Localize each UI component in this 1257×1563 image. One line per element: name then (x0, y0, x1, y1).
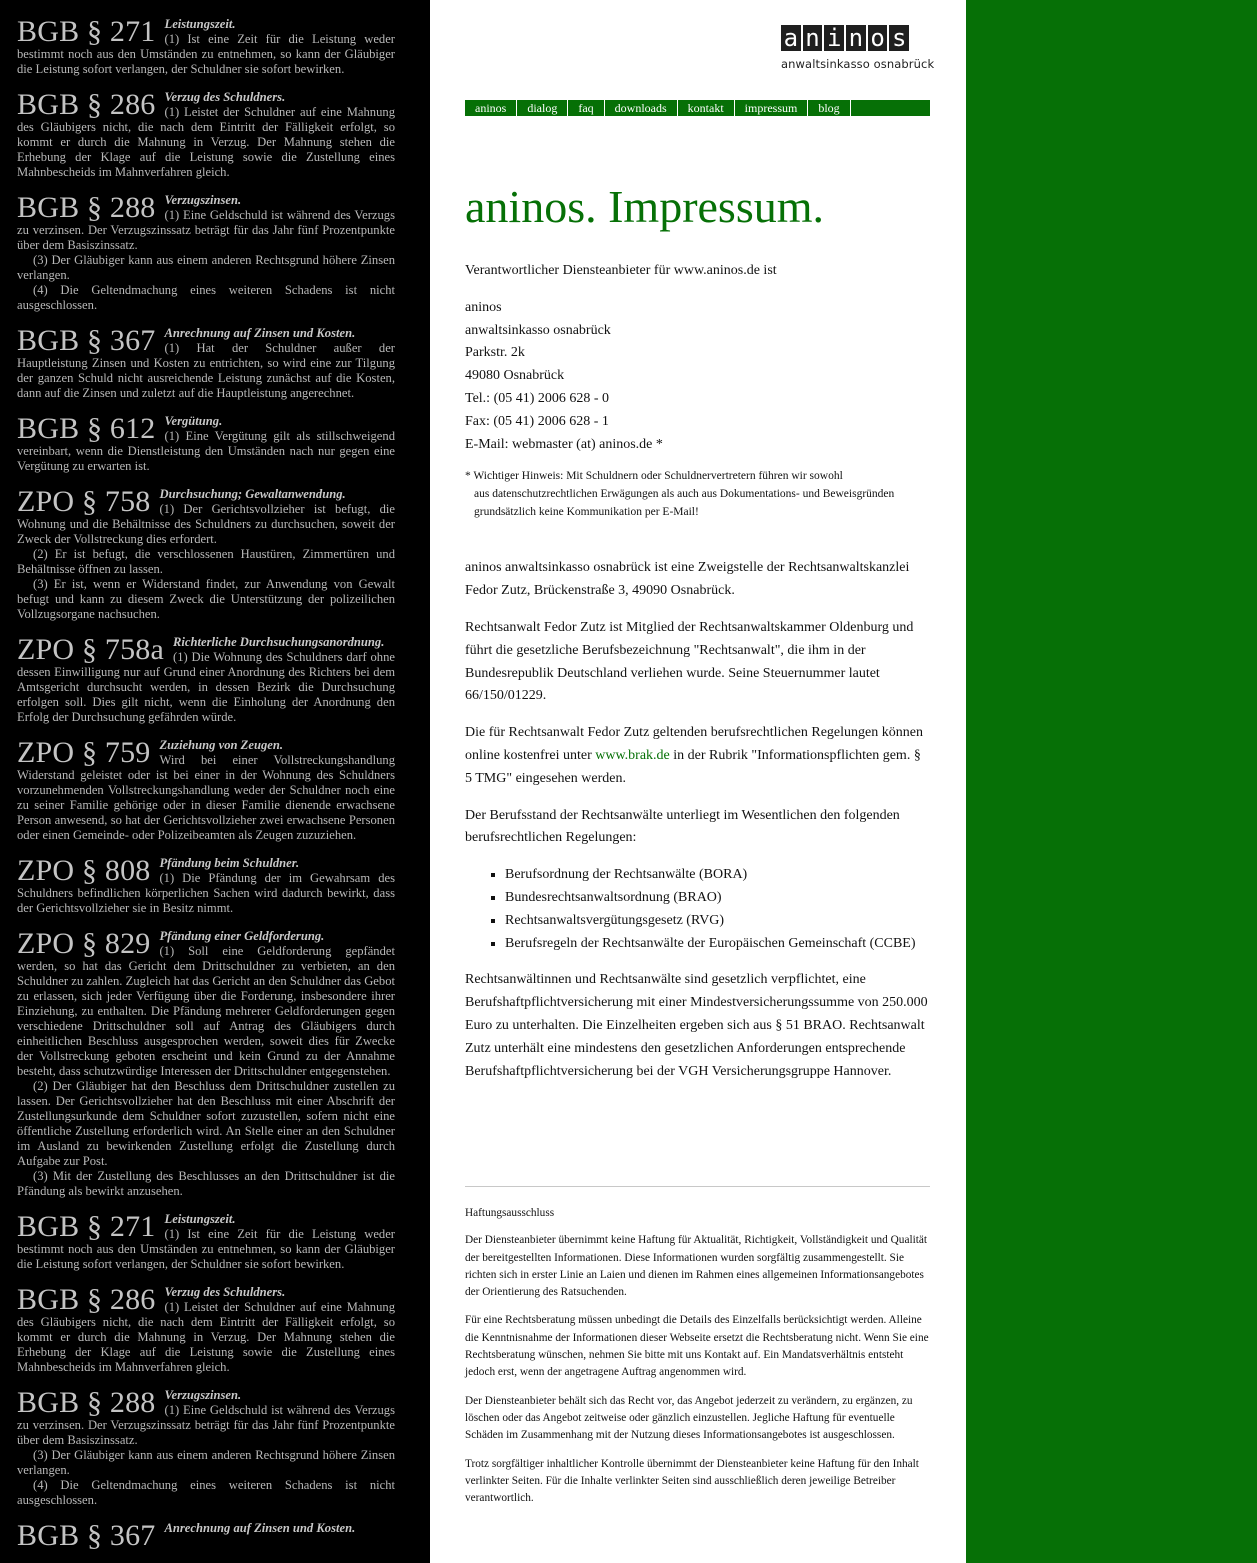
law-title: Durchsuchung; Gewaltanwendung. (159, 487, 346, 501)
law-paragraph: (1) Eine Geldschuld ist während des Verzugs zu verzinsen. Der Verzugszinssatz beträgt für das Jahr fünf Prozentpunkte über dem Basiszinssatz. (17, 208, 395, 252)
law-entry (17, 1388, 395, 1508)
text-fragment: in der Rubrik "Informationspflichten gem. § 5 TMG" eingesehen werden. (465, 747, 921, 786)
regulations-online-paragraph (465, 722, 931, 790)
law-heading: BGB § 286 (17, 88, 156, 121)
regulations-intro-paragraph: Der Berufsstand der Rechtsanwälte unterliegt im Wesentlichen den folgenden berufsrechtlichen Regelungen: (465, 807, 900, 846)
divider (465, 1186, 930, 1187)
list-item: ▪ Rechtsanwaltsvergütungsgesetz (RVG) (505, 910, 931, 933)
fax-line: Fax: (05 41) 2006 628 - 1 (465, 413, 609, 429)
address-line: Parkstr. 2k (465, 345, 525, 361)
email-line: E-Mail: webmaster (at) aninos.de * (465, 436, 663, 452)
logo-letter: o (868, 25, 888, 51)
law-paragraph: (2) Er ist befugt, die verschlossenen Haustüren, Zimmertüren und Behältnisse öffnen zu lassen. (17, 547, 395, 576)
right-band (966, 0, 1257, 1563)
law-paragraph: Wird bei einer Vollstreckungshandlung Widerstand geleistet oder ist bei einer in der Wohnung des Schuldners vorzunehmenden Vollstreckungshandlung weder der Schuldner noch eine zu seiner Familie gehörige oder in dieser Familie dienende erwachsene Person anwesend, so hat der Gerichtsvollzieher zwei erwachsene Personen oder einen Gemeinde- oder Polizeibeamten als Zeugen zuzuziehen. (17, 753, 395, 842)
law-heading: BGB § 271 (17, 1210, 156, 1243)
law-heading: ZPO § 808 (17, 854, 151, 887)
text-fragment: Die für Rechtsanwalt Fedor Zutz geltenden berufsrechtlichen Regelungen können online kostenfrei unter (465, 725, 923, 763)
email-notice-line: grundsätzlich keine Kommunikation per E-Mail! (474, 506, 699, 519)
law-entry (17, 414, 395, 474)
email-notice-line: * Wichtiger Hinweis: Mit Schuldnern oder Schuldnervertretern führen wir sowohl (465, 470, 843, 483)
law-entry (17, 856, 395, 916)
law-entry (17, 90, 395, 180)
law-title: Anrechnung auf Zinsen und Kosten. (164, 1521, 356, 1535)
law-entry (17, 1519, 395, 1552)
law-heading: BGB § 286 (17, 1283, 156, 1316)
law-paragraph: (1) Soll eine Geldforderung gepfändet werden, so hat das Gericht dem Drittschuldner zu verbieten, an den Schuldner zu zahlen. Zugleich hat das Gericht an den Schuldner das Gebot zu erlassen, sich jeder Verfügung über die Forderung, insbesondere ihrer Einziehung, zu enthalten. Die Pfändung mehrerer Geldforderungen gegen verschiedene Drittschuldner soll auf Antrag des Gläubigers durch einheitlichen Beschluss ausgesprochen werden, soweit dies für Zwecke der Vollstreckung geboten erscheint und kein Grund zu der Annahme besteht, dass schutzwürdige Interessen der Drittschuldner entgegenstehen. (17, 944, 395, 1078)
law-title: Verzug des Schuldners. (164, 1285, 286, 1299)
law-title: Vergütung. (164, 414, 223, 428)
law-title: Pfändung einer Geldforderung. (159, 929, 325, 943)
law-paragraph: (4) Die Geltendmachung eines weiteren Schadens ist nicht ausgeschlossen. (17, 283, 395, 312)
law-paragraph: (3) Der Gläubiger kann aus einem anderen Rechtsgrund höhere Zinsen verlangen. (17, 253, 395, 282)
page-title: aninos. Impressum. (465, 181, 825, 232)
disclaimer-paragraph: Der Diensteanbieter behält sich das Recht vor, das Angebot jederzeit zu verändern, zu ergänzen, zu löschen oder das Angebot zeitweise oder gänzlich einzustellen. Jegliche Haftung für eventuelle Schäden im Zusammenhang mit der Nutzung dieses Informationsangebotes ist ausgeschlossen. (465, 1394, 913, 1442)
list-item: ▪ Berufsordnung der Rechtsanwälte (BORA) (505, 864, 931, 887)
disclaimer-paragraph: Der Diensteanbieter übernimmt keine Haftung für Aktualität, Richtigkeit, Vollständigkeit und Qualität der bereitgestellten Informationen. Diese Informationen wurden sorgfältig zusammengestellt. Sie richten sich in erster Linie an Laien und dienen im Rahmen eines allgemeinen Informationsangebotes der Orientierung des Ratsuchenden. (465, 1234, 928, 1299)
law-paragraph: (1) Der Gerichtsvollzieher ist befugt, die Wohnung und die Behältnisse des Schuldners zu durchsuchen, soweit der Zweck der Vollstreckung dies erfordert. (17, 502, 395, 546)
law-title: Verzugszinsen. (164, 193, 242, 207)
disclaimer-paragraph: Für eine Rechtsberatung müssen unbedingt die Details des Einzelfalls berücksichtigt werden. Alleine die Kenntnisnahme der Informationen dieser Webseite ersetzt die Rechtsberatung nicht. Wenn Sie eine Rechtsberatung wünschen, nehmen Sie bitte mit uns Kontakt auf. Ein Mandatsverhältnis entsteht jedoch erst, wenn der angetragene Auftrag angenommen wird. (465, 1314, 929, 1379)
logo-subtitle: anwaltsinkasso osnabrück (781, 57, 935, 71)
phone-line: Tel.: (05 41) 2006 628 - 0 (465, 390, 610, 406)
law-paragraph: (1) Eine Vergütung gilt als stillschweigend vereinbart, wenn die Dienstleistung den Umständen nach nur gegen eine Vergütung zu erwarten ist. (17, 429, 395, 473)
logo[interactable] (781, 24, 935, 71)
law-entry (17, 1285, 395, 1375)
address-line: 49080 Osnabrück (465, 368, 565, 384)
law-title: Verzug des Schuldners. (164, 90, 286, 104)
nav-item-aninos[interactable]: aninos (465, 100, 517, 116)
disclaimer-title: Haftungsausschluss (465, 1207, 555, 1219)
law-paragraph: (3) Er ist, wenn er Widerstand findet, zur Anwendung von Gewalt befugt und kann zu diesem Zweck die Unterstützung der polizeilichen Vollzugsorgane nachsuchen. (17, 577, 395, 621)
email-notice (465, 467, 931, 521)
law-title: Zuziehung von Zeugen. (159, 738, 283, 752)
membership-paragraph: Rechtsanwalt Fedor Zutz ist Mitglied der Rechtsanwaltskammer Oldenburg und führt die gesetzliche Berufsbezeichnung "Rechtsanwalt", die ihm in der Bundesrepublik Deutschland verliehen wurde. Seine Steuernummer lautet 66/150/01229. (465, 619, 914, 704)
law-heading: ZPO § 829 (17, 927, 151, 960)
law-entry (17, 929, 395, 1199)
nav-item-dialog[interactable]: dialog (517, 100, 568, 116)
law-paragraph: (1) Ist eine Zeit für die Leistung weder bestimmt noch aus den Umständen zu entnehmen, so kann der Gläubiger die Leistung sofort verlangen, der Schuldner sie sofort bewirken. (17, 1227, 395, 1271)
law-paragraph: (3) Mit der Zustellung des Beschlusses an den Drittschuldner ist die Pfändung als bewirkt anzusehen. (17, 1169, 395, 1198)
law-heading: ZPO § 758a (17, 633, 164, 666)
law-entry (17, 193, 395, 313)
main-content (430, 0, 966, 1563)
law-heading: BGB § 288 (17, 1386, 156, 1419)
intro-text: Verantwortlicher Diensteanbieter für www.aninos.de ist (465, 263, 777, 278)
regulations-list (465, 864, 931, 955)
branch-paragraph: aninos anwaltsinkasso osnabrück ist eine Zweigstelle der Rechtsanwaltskanzlei Fedor Zutz, Brückenstraße 3, 49090 Osnabrück. (465, 560, 910, 599)
law-heading: ZPO § 759 (17, 736, 151, 769)
brak-link[interactable]: www.brak.de (595, 747, 670, 763)
law-paragraph: (1) Leistet der Schuldner auf eine Mahnung des Gläubigers nicht, die nach dem Eintritt der Fälligkeit erfolgt, so kommt er durch die Mahnung in Verzug. Der Mahnung stehen die Erhebung der Klage auf die Leistung sowie die Zustellung eines Mahnbescheids im Mahnverfahren gleich. (17, 1300, 395, 1374)
law-sidebar (0, 0, 430, 1563)
nav-item-impressum[interactable]: impressum (735, 100, 809, 116)
law-paragraph: (1) Leistet der Schuldner auf eine Mahnung des Gläubigers nicht, die nach dem Eintritt der Fälligkeit erfolgt, so kommt er durch die Mahnung in Verzug. Der Mahnung stehen die Erhebung der Klage auf die Leistung sowie die Zustellung eines Mahnbescheids im Mahnverfahren gleich. (17, 105, 395, 179)
nav-item-kontakt[interactable]: kontakt (678, 100, 735, 116)
law-paragraph: (1) Hat der Schuldner außer der Hauptleistung Zinsen und Kosten zu entrichten, so wird eine zur Tilgung der ganzen Schuld nicht ausreichende Leistung zunächst auf die Kosten, dann auf die Zinsen und zuletzt auf die Hauptleistung angerechnet. (17, 341, 395, 400)
imprint-content (465, 260, 931, 1083)
logo-letter: n (846, 25, 866, 51)
law-heading: BGB § 367 (17, 324, 156, 357)
logo-letter: s (889, 25, 909, 51)
law-paragraph: (3) Der Gläubiger kann aus einem anderen Rechtsgrund höhere Zinsen verlangen. (17, 1448, 395, 1477)
law-heading: ZPO § 758 (17, 485, 151, 518)
law-entry (17, 326, 395, 401)
law-title: Pfändung beim Schuldner. (159, 856, 300, 870)
logo-letter: n (803, 25, 823, 51)
nav-item-blog[interactable]: blog (808, 100, 850, 116)
logo-letter: a (781, 25, 801, 51)
law-title: Anrechnung auf Zinsen und Kosten. (164, 326, 356, 340)
law-entry (17, 17, 395, 77)
law-paragraph: (1) Ist eine Zeit für die Leistung weder bestimmt noch aus den Umständen zu entnehmen, so kann der Gläubiger die Leistung sofort verlangen, der Schuldner sie sofort bewirken. (17, 32, 395, 76)
law-title: Richterliche Durchsuchungsanordnung. (173, 635, 385, 649)
law-title: Leistungszeit. (164, 17, 236, 31)
law-heading: BGB § 612 (17, 412, 156, 445)
address-line: anwaltsinkasso osnabrück (465, 322, 611, 338)
law-heading: BGB § 367 (17, 1519, 156, 1552)
law-paragraph: (2) Der Gläubiger hat den Beschluss dem Drittschuldner zustellen zu lassen. Der Gerichtsvollzieher hat den Beschluss mit einer Abschrift der Zustellungsurkunde dem Schuldner sofort zuzustellen, sofern nicht eine öffentliche Zustellung erforderlich wird. An Stelle einer an den Schuldner im Ausland zu bewirkenden Zustellung erfolgt die Zustellung durch Aufgabe zur Post. (17, 1079, 395, 1168)
address-line: aninos (465, 299, 502, 315)
law-paragraph: (1) Die Pfändung der im Gewahrsam des Schuldners befindlichen körperlichen Sachen wird dadurch bewirkt, dass der Gerichtsvollzieher sie in Besitz nimmt. (17, 871, 395, 915)
law-entry (17, 635, 395, 725)
main-nav (465, 100, 930, 116)
law-title: Verzugszinsen. (164, 1388, 242, 1402)
law-entry (17, 487, 395, 622)
law-entry (17, 738, 395, 843)
address-block (465, 297, 931, 457)
disclaimer-paragraph: Trotz sorgfältiger inhaltlicher Kontrolle übernimmt der Diensteanbieter keine Haftung für den Inhalt verlinkter Seiten. Für die Inhalte verlinkter Seiten sind ausschließlich deren jeweilige Betreiber verantwortlich. (465, 1457, 919, 1505)
logo-letter: i (824, 25, 844, 51)
law-entry (17, 1212, 395, 1272)
nav-item-faq[interactable]: faq (568, 100, 604, 116)
law-paragraph: (1) Die Wohnung des Schuldners darf ohne dessen Einwilligung nur auf Grund einer Anordnung des Richters bei dem Amtsgericht durchsucht werden, in dessen Bezirk die Durchsuchung erfolgen soll. Dies gilt nicht, wenn die Einholung der Anordnung den Erfolg der Durchsuchung gefährden würde. (17, 650, 395, 724)
law-heading: BGB § 271 (17, 15, 156, 48)
disclaimer-section (465, 1205, 931, 1518)
law-list (17, 17, 395, 1551)
email-notice-line: aus datenschutzrechtlichen Erwägungen als auch aus Dokumentations- und Beweisgründen (474, 488, 895, 501)
logo-letters (781, 25, 931, 51)
list-item: ▪ Bundesrechtsanwaltsordnung (BRAO) (505, 887, 931, 910)
law-heading: BGB § 288 (17, 191, 156, 224)
insurance-paragraph: Rechtsanwältinnen und Rechtsanwälte sind gesetzlich verpflichtet, eine Berufshaftpflichtversicherung mit einer Mindestversicherungssumme von 250.000 Euro zu unterhalten. Die Einzelheiten ergeben sich aus § 51 BRAO. Rechtsanwalt Zutz unterhält eine mindestens den gesetzlichen Anforderungen entsprechende Berufshaftpflichtversicherung bei der VGH Versicherungsgruppe Hannover. (465, 972, 928, 1079)
law-paragraph: (1) Eine Geldschuld ist während des Verzugs zu verzinsen. Der Verzugszinssatz beträgt für das Jahr fünf Prozentpunkte über dem Basiszinssatz. (17, 1403, 395, 1447)
nav-item-downloads[interactable]: downloads (605, 100, 678, 116)
law-paragraph: (4) Die Geltendmachung eines weiteren Schadens ist nicht ausgeschlossen. (17, 1478, 395, 1507)
list-item: ▪ Berufsregeln der Rechtsanwälte der Europäischen Gemeinschaft (CCBE) (505, 933, 931, 956)
law-title: Leistungszeit. (164, 1212, 236, 1226)
